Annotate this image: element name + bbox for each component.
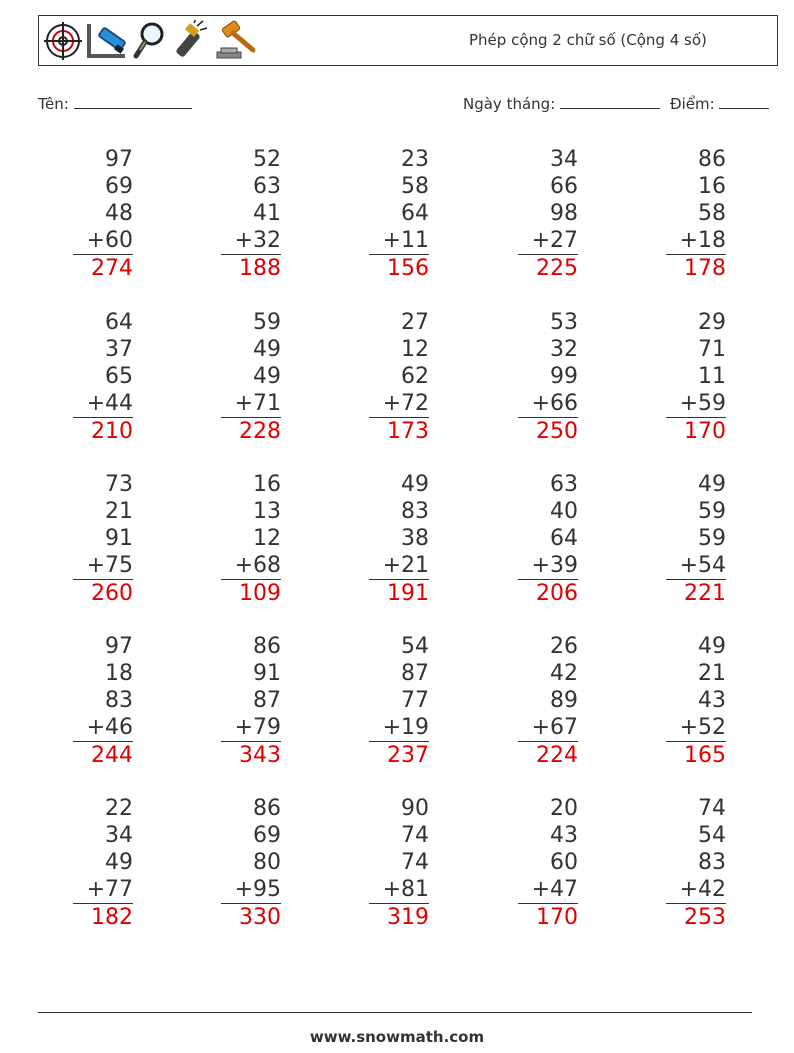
addend: 71 <box>698 337 726 362</box>
addend: 58 <box>401 174 429 199</box>
addend: 73 <box>105 472 133 497</box>
answer: 250 <box>536 419 578 444</box>
last-addend: +18 <box>666 227 726 255</box>
answer: 244 <box>91 743 133 768</box>
name-field <box>38 94 192 113</box>
addend: 21 <box>105 499 133 524</box>
addend: 97 <box>105 147 133 172</box>
addition-problem <box>221 471 281 607</box>
answer: 173 <box>387 419 429 444</box>
answer: 228 <box>239 419 281 444</box>
addition-problem <box>73 633 133 769</box>
magnifier-icon <box>131 20 169 62</box>
addition-problem <box>73 146 133 282</box>
addend: 49 <box>698 472 726 497</box>
addend: 49 <box>698 634 726 659</box>
answer: 319 <box>387 905 429 930</box>
addend: 99 <box>550 364 578 389</box>
addend: 63 <box>550 472 578 497</box>
addend: 49 <box>401 472 429 497</box>
header-icons <box>43 18 261 64</box>
addend: 77 <box>401 688 429 713</box>
last-addend: +27 <box>518 227 578 255</box>
addition-problem <box>73 309 133 445</box>
addition-problem <box>518 309 578 445</box>
last-addend: +11 <box>369 227 429 255</box>
date-field <box>463 94 660 113</box>
addend: 60 <box>550 850 578 875</box>
addend: 13 <box>253 499 281 524</box>
addend: 43 <box>698 688 726 713</box>
addition-problem <box>666 146 726 282</box>
last-addend: +21 <box>369 552 429 580</box>
header-box <box>38 15 778 66</box>
date-label: Ngày tháng: <box>463 95 556 113</box>
addition-problem <box>369 471 429 607</box>
addend: 54 <box>401 634 429 659</box>
answer: 188 <box>239 256 281 281</box>
addend: 83 <box>105 688 133 713</box>
answer: 156 <box>387 256 429 281</box>
date-blank[interactable] <box>560 94 660 109</box>
worksheet-title: Phép cộng 2 chữ số (Cộng 4 số) <box>469 31 707 49</box>
answer: 178 <box>684 256 726 281</box>
addend: 54 <box>698 823 726 848</box>
addend: 80 <box>253 850 281 875</box>
addend: 11 <box>698 364 726 389</box>
addition-problem <box>518 795 578 931</box>
answer: 170 <box>536 905 578 930</box>
addend: 16 <box>698 174 726 199</box>
answer: 210 <box>91 419 133 444</box>
addition-problem <box>221 309 281 445</box>
gavel-icon <box>211 20 261 62</box>
answer: 253 <box>684 905 726 930</box>
flashlight-icon <box>169 20 211 62</box>
addend: 89 <box>550 688 578 713</box>
addend: 64 <box>105 310 133 335</box>
addend: 26 <box>550 634 578 659</box>
ruler-tool-icon <box>85 20 131 62</box>
name-blank[interactable] <box>74 94 192 109</box>
addition-problem <box>221 633 281 769</box>
addend: 53 <box>550 310 578 335</box>
last-addend: +59 <box>666 390 726 418</box>
addend: 91 <box>105 526 133 551</box>
last-addend: +42 <box>666 876 726 904</box>
addend: 74 <box>401 823 429 848</box>
addition-problem <box>73 471 133 607</box>
last-addend: +19 <box>369 714 429 742</box>
answer: 330 <box>239 905 281 930</box>
last-addend: +46 <box>73 714 133 742</box>
addend: 34 <box>105 823 133 848</box>
score-field <box>670 94 769 113</box>
last-addend: +67 <box>518 714 578 742</box>
addend: 37 <box>105 337 133 362</box>
answer: 109 <box>239 581 281 606</box>
addition-problem <box>369 633 429 769</box>
addend: 69 <box>253 823 281 848</box>
addition-problem <box>369 309 429 445</box>
addend: 58 <box>698 201 726 226</box>
addition-problem <box>369 795 429 931</box>
addend: 16 <box>253 472 281 497</box>
addend: 91 <box>253 661 281 686</box>
addend: 66 <box>550 174 578 199</box>
addition-problem <box>221 795 281 931</box>
addend: 74 <box>401 850 429 875</box>
name-label: Tên: <box>38 95 69 113</box>
addend: 63 <box>253 174 281 199</box>
addition-problem <box>369 146 429 282</box>
answer: 182 <box>91 905 133 930</box>
last-addend: +81 <box>369 876 429 904</box>
addend: 86 <box>253 796 281 821</box>
addition-problem <box>666 309 726 445</box>
addend: 49 <box>253 364 281 389</box>
last-addend: +77 <box>73 876 133 904</box>
last-addend: +75 <box>73 552 133 580</box>
addition-problem <box>518 633 578 769</box>
addend: 48 <box>105 201 133 226</box>
answer: 206 <box>536 581 578 606</box>
addend: 43 <box>550 823 578 848</box>
addend: 29 <box>698 310 726 335</box>
addend: 90 <box>401 796 429 821</box>
answer: 237 <box>387 743 429 768</box>
answer: 274 <box>91 256 133 281</box>
addition-problem <box>666 471 726 607</box>
last-addend: +66 <box>518 390 578 418</box>
answer: 221 <box>684 581 726 606</box>
score-blank[interactable] <box>719 94 769 109</box>
addend: 97 <box>105 634 133 659</box>
addend: 86 <box>698 147 726 172</box>
addend: 98 <box>550 201 578 226</box>
addend: 18 <box>105 661 133 686</box>
last-addend: +44 <box>73 390 133 418</box>
addend: 27 <box>401 310 429 335</box>
addend: 64 <box>550 526 578 551</box>
footer-divider <box>38 1012 752 1013</box>
addend: 87 <box>253 688 281 713</box>
last-addend: +52 <box>666 714 726 742</box>
answer: 224 <box>536 743 578 768</box>
addend: 83 <box>698 850 726 875</box>
addend: 59 <box>698 499 726 524</box>
addition-problem <box>666 795 726 931</box>
last-addend: +54 <box>666 552 726 580</box>
addition-problem <box>73 795 133 931</box>
addend: 83 <box>401 499 429 524</box>
addition-problem <box>221 146 281 282</box>
last-addend: +60 <box>73 227 133 255</box>
addition-problem <box>518 146 578 282</box>
addition-problem <box>666 633 726 769</box>
addend: 22 <box>105 796 133 821</box>
addend: 42 <box>550 661 578 686</box>
answer: 170 <box>684 419 726 444</box>
addend: 87 <box>401 661 429 686</box>
footer-site: www.snowmath.com <box>309 1028 485 1046</box>
addend: 40 <box>550 499 578 524</box>
addend: 86 <box>253 634 281 659</box>
last-addend: +68 <box>221 552 281 580</box>
addend: 23 <box>401 147 429 172</box>
addend: 65 <box>105 364 133 389</box>
addend: 59 <box>253 310 281 335</box>
last-addend: +72 <box>369 390 429 418</box>
last-addend: +79 <box>221 714 281 742</box>
addend: 38 <box>401 526 429 551</box>
addition-problem <box>518 471 578 607</box>
answer: 260 <box>91 581 133 606</box>
addend: 74 <box>698 796 726 821</box>
addend: 62 <box>401 364 429 389</box>
last-addend: +47 <box>518 876 578 904</box>
score-label: Điểm: <box>670 95 715 113</box>
last-addend: +39 <box>518 552 578 580</box>
addend: 41 <box>253 201 281 226</box>
crosshair-icon <box>43 20 85 62</box>
last-addend: +32 <box>221 227 281 255</box>
addend: 32 <box>550 337 578 362</box>
addend: 49 <box>253 337 281 362</box>
addend: 20 <box>550 796 578 821</box>
addend: 69 <box>105 174 133 199</box>
addend: 64 <box>401 201 429 226</box>
answer: 343 <box>239 743 281 768</box>
last-addend: +95 <box>221 876 281 904</box>
addend: 12 <box>401 337 429 362</box>
addend: 52 <box>253 147 281 172</box>
addend: 49 <box>105 850 133 875</box>
addend: 59 <box>698 526 726 551</box>
addend: 34 <box>550 147 578 172</box>
answer: 191 <box>387 581 429 606</box>
addend: 12 <box>253 526 281 551</box>
addend: 21 <box>698 661 726 686</box>
answer: 165 <box>684 743 726 768</box>
last-addend: +71 <box>221 390 281 418</box>
answer: 225 <box>536 256 578 281</box>
